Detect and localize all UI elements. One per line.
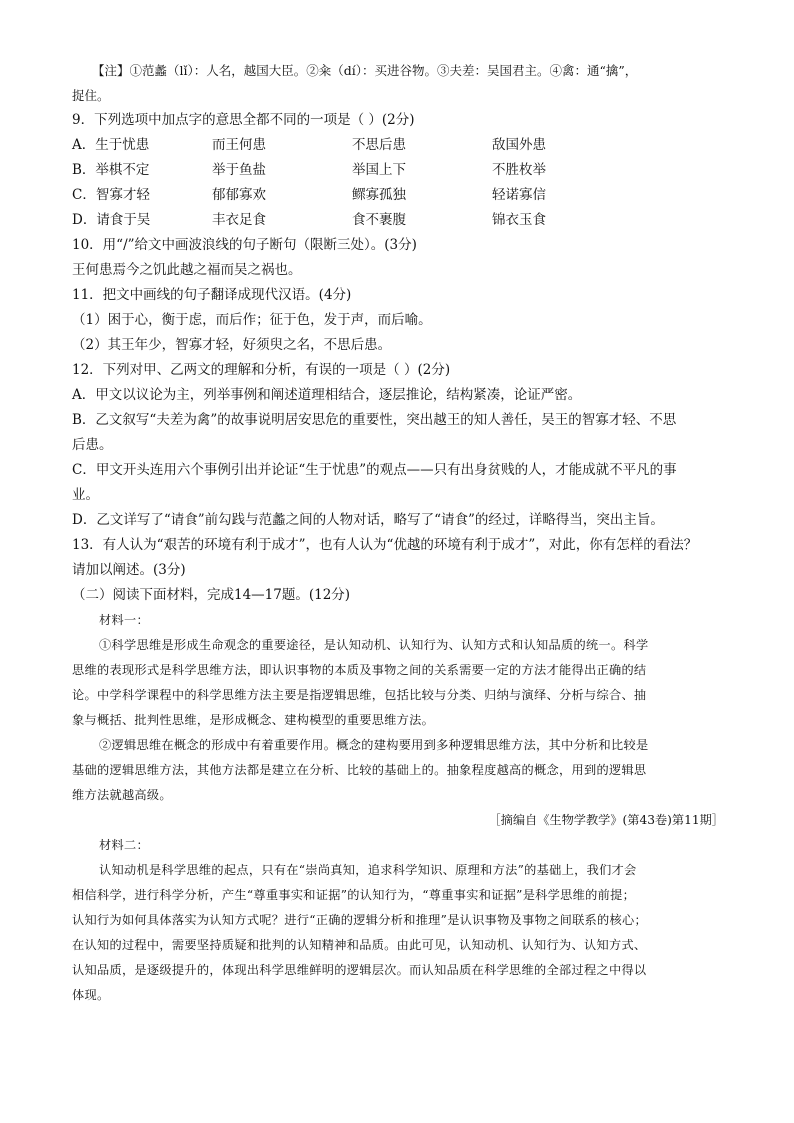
option-cell: B．举棋不定 [72,162,150,178]
question-13-line-1: 13．有人认为“艰苦的环境有利于成才”，也有人认为“优越的环境有利于成才”，对此，你有怎样的看法？ [72,537,698,553]
material-1-p2-line: ②逻辑思维在概念的形成中有着重要作用。概念的建构要用到多种逻辑思维方法，其中分析和比较是 [99,738,649,752]
option-cell: 举国上下 [352,162,406,178]
annotation-line-1: 【注】①范蠡（lǐ）：人名，越国大臣。②籴（dí）：买进谷物。③夫差：吴国君主。④禽：通“擒”， [92,63,638,78]
material-1-p1-line: 思维的表现形式是科学思维方法，即认识事物的本质及事物之间的关系需要一定的方法才能得出正确的结 [72,663,647,677]
option-cell: 郁郁寡欢 [212,187,266,203]
question-11-item-2: （2）其王年少，智寡才轻，好须臾之名，不思后患。 [72,337,392,353]
question-9-option-d [72,208,732,233]
question-12-option-a: A．甲文以议论为主，列举事例和阐述道理相结合，逐层推论，结构紧凑，论证严密。 [72,387,582,403]
question-12-option-b-line-1: B．乙文叙写“夫差为禽”的故事说明居安思危的重要性，突出越王的知人善任，吴王的智寡才轻、不思 [72,412,677,428]
option-cell: 不胜枚举 [492,162,546,178]
material-2-line: 认知行为如何具体落实为认知方式呢？进行“正确的逻辑分析和推理”是认识事物及事物之间联系的核心； [72,913,647,927]
material-2-line: 在认知的过程中，需要坚持质疑和批判的认知精神和品质。由此可见，认知动机、认知行为、认知方式、 [72,938,647,952]
option-cell: 轻诺寡信 [492,187,546,203]
material-1-source: ［摘编自《生物学教学》(第43卷)第11期］ [488,813,724,827]
option-cell: 举于鱼盐 [212,162,266,178]
material-2-line: 认知品质，是逐级提升的，体现出科学思维鲜明的逻辑层次。而认知品质在科学思维的全部过程之中得以 [72,963,647,977]
material-2-title: 材料二： [99,838,149,852]
question-10-stem: 10．用“/”给文中画波浪线的句子断句（限断三处）。(3分) [72,237,417,253]
question-12-stem: 12．下列对甲、乙两文的理解和分析，有误的一项是（ ）(2分) [72,362,451,378]
material-1-p2-line: 维方法就越高级。 [72,788,172,802]
question-9-option-b [72,158,732,183]
material-1-p1-line: 象与概括、批判性思维，是形成概念、建构模型的重要思维方法。 [72,713,435,727]
material-2-line: 体现。 [72,988,110,1002]
option-cell: 丰衣足食 [212,212,266,228]
material-1-p1-line: 论。中学科学课程中的科学思维方法主要是指逻辑思维，包括比较与分类、归纳与演绎、分析与综合、抽 [72,688,647,702]
option-cell: C．智寡才轻 [72,187,150,203]
option-cell: 锦衣玉食 [492,212,546,228]
material-2-line: 相信科学，进行科学分析，产生“尊重事实和证据”的认知行为，“尊重事实和证据”是科学思维的前提； [72,888,636,902]
question-9-option-c [72,183,732,208]
material-1-title: 材料一： [99,613,149,627]
question-10-text: 王何患焉今之饥此越之福而吴之祸也。 [72,262,302,278]
question-9-option-a [72,133,732,158]
section-2-heading: （二）阅读下面材料，完成14—17题。(12分) [72,587,351,603]
option-cell: 食不裹腹 [352,212,406,228]
document-page [72,58,732,1008]
question-12-option-c-line-1: C．甲文开头连用六个事例引出并论证“生于忧患”的观点——只有出身贫贱的人，才能成就不平凡的事 [72,462,677,478]
material-1-p1-line: ①科学思维是形成生命观念的重要途径，是认知动机、认知行为、认知方式和认知品质的统一。科学 [99,638,649,652]
option-cell: 不思后患 [352,137,406,153]
question-12-option-d: D．乙文详写了“请食”前勾践与范蠡之间的人物对话，略写了“请食”的经过，详略得当，突出主旨。 [72,512,664,528]
option-cell: D．请食于吴 [72,212,151,228]
question-13-line-2: 请加以阐述。(3分) [72,562,186,578]
annotation-line-2: 捉住。 [72,88,110,103]
question-12-option-b-line-2: 后患。 [72,437,113,453]
question-12-option-c-line-2: 业。 [72,487,99,503]
option-cell: 敌国外患 [492,137,546,153]
option-cell: A．生于忧患 [72,137,150,153]
material-2-line: 认知动机是科学思维的起点，只有在“崇尚真知，追求科学知识、原理和方法”的基础上，我们才会 [99,863,637,877]
option-cell: 而王何患 [212,137,266,153]
question-9-stem: 9．下列选项中加点字的意思全都不同的一项是（ ）(2分) [72,112,415,128]
material-1-p2-line: 基础的逻辑思维方法，其他方法都是建立在分析、比较的基础上的。抽象程度越高的概念，用到的逻辑思 [72,763,647,777]
question-11-stem: 11．把文中画线的句子翻译成现代汉语。(4分) [72,287,352,303]
option-cell: 鳏寡孤独 [352,187,406,203]
question-11-item-1: （1）困于心，衡于虑，而后作；征于色，发于声，而后喻。 [72,312,432,328]
